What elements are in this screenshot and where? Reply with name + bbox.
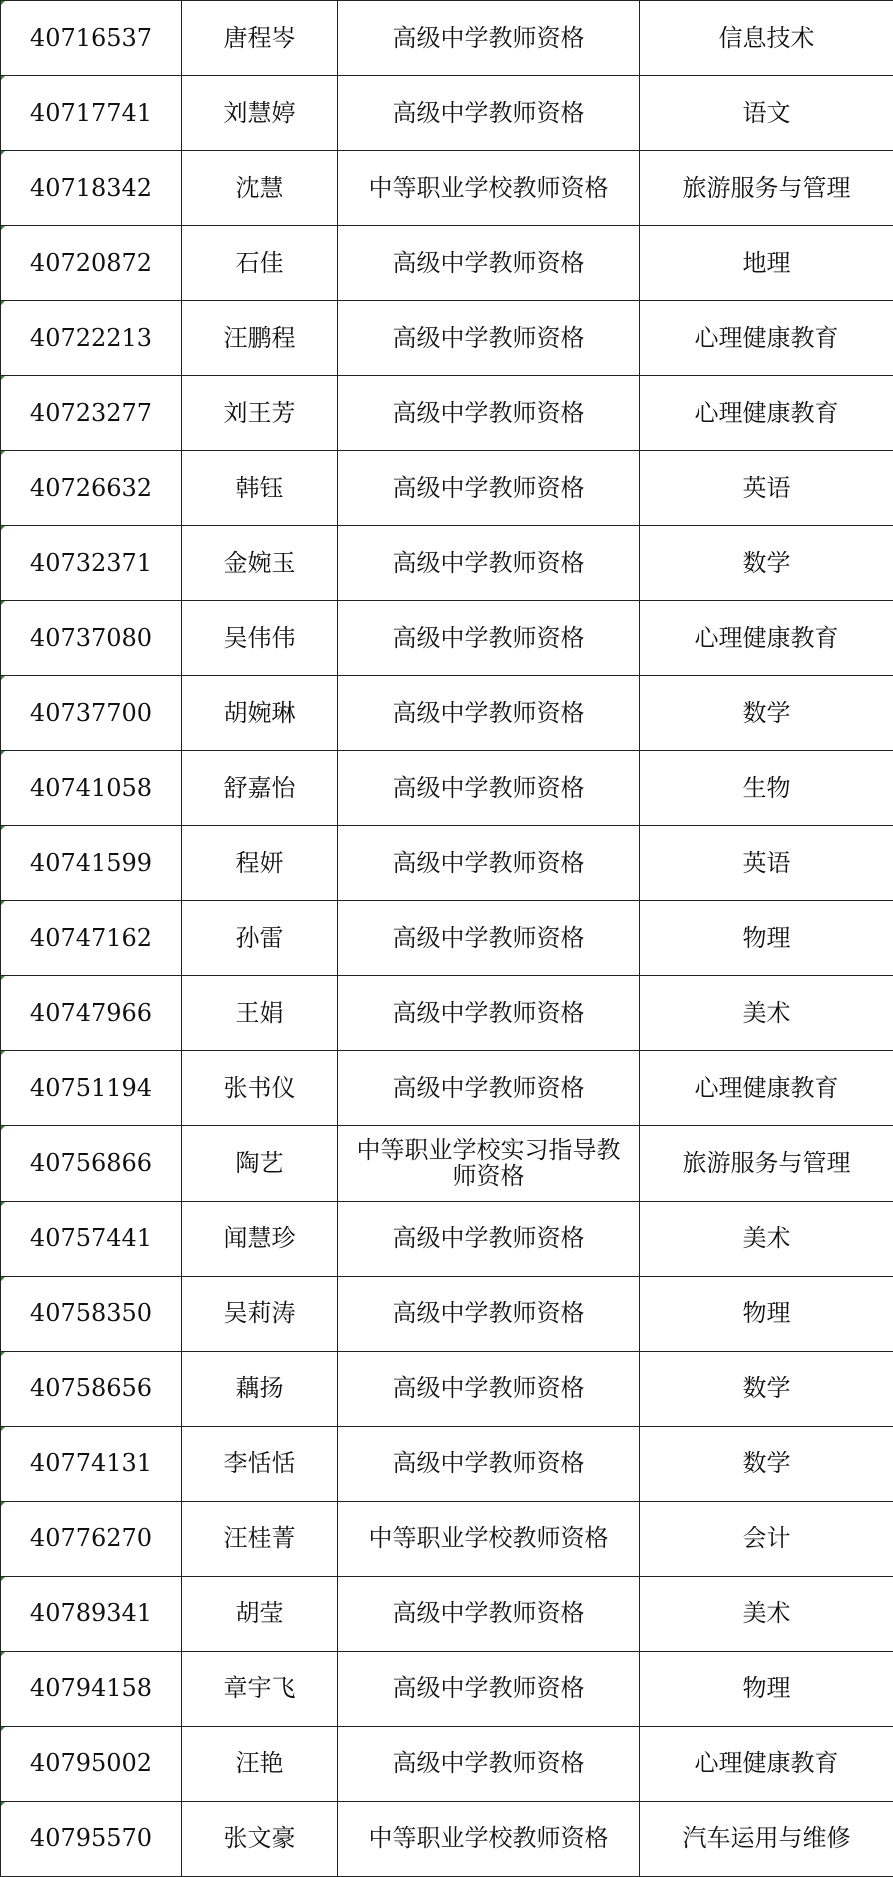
cell-subject-text: 心理健康教育 bbox=[694, 398, 839, 427]
cell-subject-text: 物理 bbox=[742, 1674, 791, 1703]
cell-id-text: 40789341 bbox=[29, 1599, 153, 1628]
cell-qualification bbox=[338, 376, 640, 451]
cell-subject bbox=[640, 1651, 893, 1726]
cell-subject-text: 心理健康教育 bbox=[694, 1074, 839, 1103]
cell-name bbox=[182, 76, 338, 151]
cell-name bbox=[182, 451, 338, 526]
cell-id bbox=[1, 1576, 182, 1651]
cell-id bbox=[1, 1351, 182, 1426]
table-row bbox=[1, 976, 893, 1051]
cell-name-text: 孙雷 bbox=[235, 923, 284, 952]
cell-id-text: 40726632 bbox=[29, 473, 153, 502]
cell-id bbox=[1, 1801, 182, 1876]
table-row bbox=[1, 1801, 893, 1876]
cell-id bbox=[1, 151, 182, 226]
cell-name-text: 金婉玉 bbox=[223, 548, 296, 577]
cell-id-text: 40718342 bbox=[29, 173, 153, 202]
table-row bbox=[1, 1051, 893, 1126]
cell-name-text: 程妍 bbox=[235, 848, 284, 877]
cell-name bbox=[182, 1801, 338, 1876]
cell-subject-text: 物理 bbox=[742, 923, 791, 952]
cell-name bbox=[182, 151, 338, 226]
cell-id bbox=[1, 526, 182, 601]
cell-qualification bbox=[338, 151, 640, 226]
cell-id bbox=[1, 301, 182, 376]
cell-subject bbox=[640, 601, 893, 676]
cell-id-text: 40795002 bbox=[29, 1749, 153, 1778]
cell-subject bbox=[640, 1126, 893, 1201]
cell-qualification bbox=[338, 1726, 640, 1801]
cell-subject bbox=[640, 976, 893, 1051]
cell-id-text: 40747162 bbox=[29, 923, 153, 952]
cell-qualification-text: 高级中学教师资格 bbox=[392, 698, 585, 727]
cell-id bbox=[1, 1276, 182, 1351]
cell-id bbox=[1, 1426, 182, 1501]
cell-name-text: 刘慧婷 bbox=[223, 98, 296, 127]
cell-qualification bbox=[338, 1651, 640, 1726]
table-row bbox=[1, 1276, 893, 1351]
cell-qualification bbox=[338, 1, 640, 76]
cell-id-text: 40741058 bbox=[29, 773, 153, 802]
cell-subject-text: 会计 bbox=[742, 1524, 791, 1553]
table-row bbox=[1, 1201, 893, 1276]
table-row bbox=[1, 676, 893, 751]
table-row bbox=[1, 526, 893, 601]
cell-name bbox=[182, 226, 338, 301]
cell-name bbox=[182, 601, 338, 676]
cell-id bbox=[1, 751, 182, 826]
cell-subject bbox=[640, 526, 893, 601]
cell-id-text: 40716537 bbox=[29, 23, 153, 52]
cell-id bbox=[1, 676, 182, 751]
cell-qualification-text: 高级中学教师资格 bbox=[392, 548, 585, 577]
cell-qualification-text: 高级中学教师资格 bbox=[392, 848, 585, 877]
cell-name-text: 刘王芳 bbox=[223, 398, 296, 427]
cell-id bbox=[1, 1651, 182, 1726]
cell-id bbox=[1, 1, 182, 76]
cell-qualification-text: 高级中学教师资格 bbox=[392, 1749, 585, 1778]
cell-qualification bbox=[338, 826, 640, 901]
cell-qualification-text: 高级中学教师资格 bbox=[392, 623, 585, 652]
cell-qualification-text: 高级中学教师资格 bbox=[392, 1599, 585, 1628]
cell-subject-text: 信息技术 bbox=[718, 23, 815, 52]
cell-qualification-text: 中等职业学校教师资格 bbox=[368, 1524, 609, 1553]
cell-qualification-text: 高级中学教师资格 bbox=[392, 1374, 585, 1403]
cell-subject bbox=[640, 1351, 893, 1426]
cell-subject-text: 英语 bbox=[742, 848, 791, 877]
cell-id-text: 40723277 bbox=[29, 398, 153, 427]
cell-name-text: 沈慧 bbox=[235, 173, 284, 202]
cell-qualification-text: 高级中学教师资格 bbox=[392, 998, 585, 1027]
cell-id bbox=[1, 76, 182, 151]
cell-qualification bbox=[338, 526, 640, 601]
cell-subject-text: 生物 bbox=[742, 773, 791, 802]
cell-subject bbox=[640, 301, 893, 376]
cell-subject bbox=[640, 1426, 893, 1501]
cell-qualification-text: 中等职业学校实习指导教师资格 bbox=[356, 1135, 621, 1191]
cell-qualification-text: 高级中学教师资格 bbox=[392, 98, 585, 127]
table-body bbox=[1, 1, 893, 1877]
table-row bbox=[1, 1426, 893, 1501]
cell-id-text: 40717741 bbox=[29, 98, 153, 127]
cell-name-text: 陶艺 bbox=[235, 1149, 284, 1178]
table-row bbox=[1, 1126, 893, 1201]
table-row bbox=[1, 1576, 893, 1651]
cell-name bbox=[182, 1, 338, 76]
cell-name bbox=[182, 976, 338, 1051]
cell-id bbox=[1, 826, 182, 901]
table-row bbox=[1, 1351, 893, 1426]
cell-id-text: 40737700 bbox=[29, 698, 153, 727]
cell-id bbox=[1, 901, 182, 976]
cell-subject-text: 美术 bbox=[742, 1599, 791, 1628]
cell-qualification-text: 高级中学教师资格 bbox=[392, 923, 585, 952]
cell-qualification-text: 高级中学教师资格 bbox=[392, 1299, 585, 1328]
cell-name-text: 韩钰 bbox=[235, 473, 284, 502]
table-row bbox=[1, 826, 893, 901]
cell-qualification bbox=[338, 1501, 640, 1576]
cell-subject bbox=[640, 1801, 893, 1876]
cell-qualification bbox=[338, 1351, 640, 1426]
cell-id bbox=[1, 976, 182, 1051]
cell-qualification-text: 高级中学教师资格 bbox=[392, 1224, 585, 1253]
cell-id bbox=[1, 451, 182, 526]
cell-name bbox=[182, 301, 338, 376]
cell-subject-text: 汽车运用与维修 bbox=[682, 1824, 851, 1853]
cell-name-text: 藕扬 bbox=[235, 1374, 284, 1403]
cell-id bbox=[1, 1126, 182, 1201]
cell-id-text: 40732371 bbox=[29, 548, 153, 577]
cell-qualification-text: 高级中学教师资格 bbox=[392, 1449, 585, 1478]
cell-qualification bbox=[338, 601, 640, 676]
cell-subject-text: 美术 bbox=[742, 1224, 791, 1253]
cell-qualification-text: 高级中学教师资格 bbox=[392, 23, 585, 52]
cell-qualification bbox=[338, 901, 640, 976]
table-row bbox=[1, 376, 893, 451]
cell-id bbox=[1, 601, 182, 676]
cell-qualification bbox=[338, 1576, 640, 1651]
cell-qualification bbox=[338, 1276, 640, 1351]
cell-name-text: 汪桂菁 bbox=[223, 1524, 296, 1553]
cell-subject bbox=[640, 1726, 893, 1801]
cell-name-text: 闻慧珍 bbox=[223, 1224, 296, 1253]
cell-subject-text: 心理健康教育 bbox=[694, 323, 839, 352]
cell-subject-text: 旅游服务与管理 bbox=[682, 1149, 851, 1178]
cell-name bbox=[182, 826, 338, 901]
cell-qualification-text: 高级中学教师资格 bbox=[392, 248, 585, 277]
cell-qualification-text: 高级中学教师资格 bbox=[392, 398, 585, 427]
cell-name bbox=[182, 1351, 338, 1426]
table-row bbox=[1, 151, 893, 226]
cell-name bbox=[182, 1501, 338, 1576]
cell-id-text: 40758350 bbox=[29, 1299, 153, 1328]
cell-id-text: 40758656 bbox=[29, 1374, 153, 1403]
table-row bbox=[1, 751, 893, 826]
cell-qualification-text: 中等职业学校教师资格 bbox=[368, 173, 609, 202]
table-row bbox=[1, 1651, 893, 1726]
cell-qualification-text: 高级中学教师资格 bbox=[392, 1074, 585, 1103]
cell-id-text: 40747966 bbox=[29, 998, 153, 1027]
cell-qualification bbox=[338, 1051, 640, 1126]
cell-qualification bbox=[338, 676, 640, 751]
table-row bbox=[1, 451, 893, 526]
table-row bbox=[1, 1, 893, 76]
cell-id-text: 40756866 bbox=[29, 1149, 153, 1178]
cell-name-text: 胡莹 bbox=[235, 1599, 284, 1628]
cell-name bbox=[182, 1426, 338, 1501]
cell-name bbox=[182, 1051, 338, 1126]
cell-name-text: 汪艳 bbox=[235, 1749, 284, 1778]
cell-id bbox=[1, 1051, 182, 1126]
table-row bbox=[1, 901, 893, 976]
cell-name bbox=[182, 1201, 338, 1276]
cell-qualification bbox=[338, 976, 640, 1051]
cell-name-text: 张文豪 bbox=[223, 1824, 296, 1853]
cell-subject bbox=[640, 151, 893, 226]
cell-subject bbox=[640, 826, 893, 901]
cell-name bbox=[182, 526, 338, 601]
cell-name-text: 吴伟伟 bbox=[223, 623, 296, 652]
cell-subject bbox=[640, 901, 893, 976]
cell-qualification bbox=[338, 301, 640, 376]
cell-qualification-text: 高级中学教师资格 bbox=[392, 323, 585, 352]
cell-subject bbox=[640, 1576, 893, 1651]
cell-name bbox=[182, 1276, 338, 1351]
cell-name bbox=[182, 751, 338, 826]
table-row bbox=[1, 76, 893, 151]
cell-subject-text: 数学 bbox=[742, 548, 791, 577]
table-row bbox=[1, 1726, 893, 1801]
cell-name bbox=[182, 1126, 338, 1201]
cell-subject-text: 旅游服务与管理 bbox=[682, 173, 851, 202]
cell-subject-text: 数学 bbox=[742, 698, 791, 727]
cell-name-text: 王娟 bbox=[235, 998, 284, 1027]
cell-subject-text: 数学 bbox=[742, 1449, 791, 1478]
cell-id-text: 40737080 bbox=[29, 623, 153, 652]
cell-name-text: 胡婉琳 bbox=[223, 698, 296, 727]
cell-subject bbox=[640, 1, 893, 76]
cell-qualification-text: 中等职业学校教师资格 bbox=[368, 1824, 609, 1853]
cell-name bbox=[182, 901, 338, 976]
cell-id bbox=[1, 1726, 182, 1801]
cell-qualification bbox=[338, 226, 640, 301]
cell-qualification bbox=[338, 76, 640, 151]
cell-name-text: 汪鹏程 bbox=[223, 323, 296, 352]
cell-name bbox=[182, 1651, 338, 1726]
cell-subject bbox=[640, 376, 893, 451]
cell-subject-text: 美术 bbox=[742, 998, 791, 1027]
table-row bbox=[1, 226, 893, 301]
table-row bbox=[1, 1501, 893, 1576]
cell-id-text: 40751194 bbox=[29, 1074, 153, 1103]
cell-subject bbox=[640, 1201, 893, 1276]
cell-id bbox=[1, 1201, 182, 1276]
cell-subject bbox=[640, 1276, 893, 1351]
cell-subject-text: 心理健康教育 bbox=[694, 623, 839, 652]
cell-id-text: 40774131 bbox=[29, 1449, 153, 1478]
cell-qualification-text: 高级中学教师资格 bbox=[392, 773, 585, 802]
cell-qualification bbox=[338, 1426, 640, 1501]
cell-qualification bbox=[338, 451, 640, 526]
cell-qualification bbox=[338, 1201, 640, 1276]
cell-id-text: 40776270 bbox=[29, 1524, 153, 1553]
cell-qualification bbox=[338, 1126, 640, 1201]
cell-id-text: 40757441 bbox=[29, 1224, 153, 1253]
cell-name-text: 石佳 bbox=[235, 248, 284, 277]
cell-subject bbox=[640, 1501, 893, 1576]
cell-id-text: 40720872 bbox=[29, 248, 153, 277]
cell-subject-text: 心理健康教育 bbox=[694, 1749, 839, 1778]
cell-id-text: 40741599 bbox=[29, 848, 153, 877]
table-row bbox=[1, 301, 893, 376]
cell-subject-text: 英语 bbox=[742, 473, 791, 502]
cell-subject bbox=[640, 676, 893, 751]
cell-name bbox=[182, 376, 338, 451]
cell-name-text: 张书仪 bbox=[223, 1074, 296, 1103]
cell-name-text: 李恬恬 bbox=[223, 1449, 296, 1478]
cell-id bbox=[1, 376, 182, 451]
cell-qualification-text: 高级中学教师资格 bbox=[392, 1674, 585, 1703]
cell-subject bbox=[640, 226, 893, 301]
cell-subject-text: 物理 bbox=[742, 1299, 791, 1328]
cell-id bbox=[1, 226, 182, 301]
cell-id-text: 40795570 bbox=[29, 1824, 153, 1853]
cell-name-text: 吴莉涛 bbox=[223, 1299, 296, 1328]
cell-subject-text: 数学 bbox=[742, 1374, 791, 1403]
cell-subject bbox=[640, 1051, 893, 1126]
cell-name-text: 舒嘉怡 bbox=[223, 773, 296, 802]
cell-name bbox=[182, 1726, 338, 1801]
cell-subject bbox=[640, 751, 893, 826]
cell-name bbox=[182, 676, 338, 751]
cell-subject-text: 地理 bbox=[742, 248, 791, 277]
table-row bbox=[1, 601, 893, 676]
cell-name bbox=[182, 1576, 338, 1651]
cell-subject bbox=[640, 76, 893, 151]
cell-name-text: 章宇飞 bbox=[223, 1674, 296, 1703]
cell-qualification bbox=[338, 751, 640, 826]
cell-id-text: 40722213 bbox=[29, 323, 153, 352]
cell-id-text: 40794158 bbox=[29, 1674, 153, 1703]
cell-subject-text: 语文 bbox=[742, 98, 791, 127]
cell-subject bbox=[640, 451, 893, 526]
cell-qualification bbox=[338, 1801, 640, 1876]
cell-name-text: 唐程岑 bbox=[223, 23, 296, 52]
cell-qualification-text: 高级中学教师资格 bbox=[392, 473, 585, 502]
cell-id bbox=[1, 1501, 182, 1576]
